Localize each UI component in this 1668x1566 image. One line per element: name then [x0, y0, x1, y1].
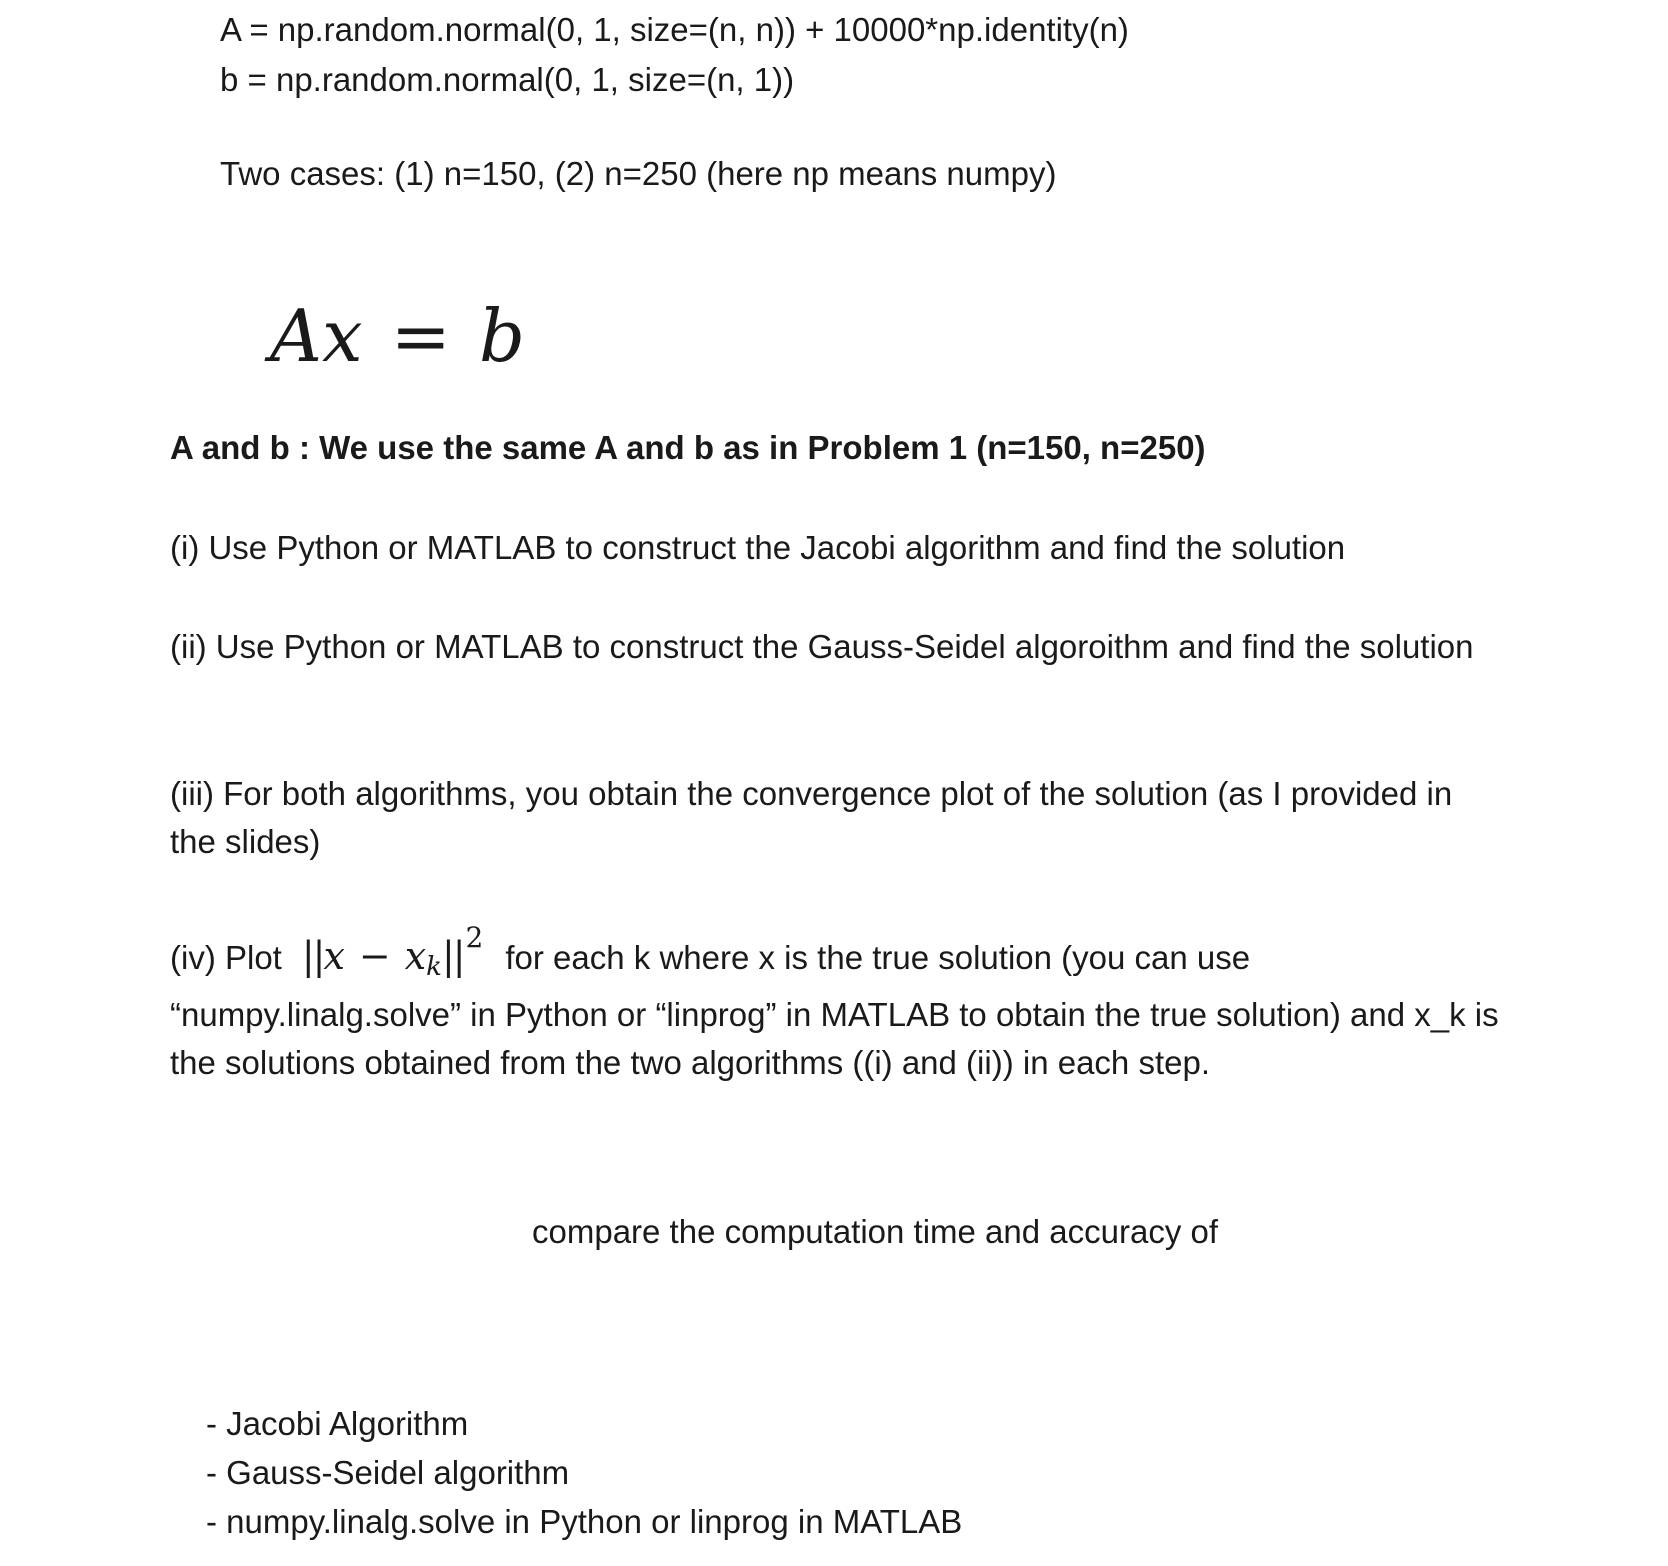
item-iv — [170, 914, 1545, 1087]
item-ii: (ii) Use Python or MATLAB to construct the Gauss-Seidel algoroithm and find the solution — [170, 628, 1474, 665]
equation-equals: = — [390, 294, 451, 378]
list-item: - Gauss-Seidel algorithm — [206, 1454, 570, 1491]
equation-rhs: b — [478, 294, 526, 378]
norm-bar-left: || — [301, 934, 324, 978]
item-iii: (iii) For both algorithms, you obtain the convergence plot of the solution (as I provided in the slides) — [170, 775, 1453, 860]
code-line-b: b = np.random.normal(0, 1, size=(n, 1)) — [220, 61, 795, 98]
cases-line: Two cases: (1) n=150, (2) n=250 (here np means numpy) — [220, 155, 1057, 192]
formula-subscript-k: k — [426, 952, 442, 982]
formula-minus: − — [358, 934, 391, 978]
formula-x: x — [323, 934, 345, 978]
item-iv-suffix: for each k where x is the true solution (you can use “numpy.linalg.solve” in Python or “linprog” in MATLAB to obtain the true solution) and x_k is the solutions obtained from the two algorithms ((i) and (ii)) in each step. — [170, 939, 1499, 1081]
norm-bar-right: || — [441, 934, 464, 978]
equation-lhs: Ax — [270, 294, 363, 378]
item-iv-prefix: (iv) Plot — [170, 939, 282, 976]
list-item: - numpy.linalg.solve in Python or linprog in MATLAB — [206, 1503, 963, 1540]
list-item: - Jacobi Algorithm — [206, 1405, 469, 1442]
formula-exponent: 2 — [465, 921, 484, 954]
problem-heading: A and b : We use the same A and b as in Problem 1 (n=150, n=250) — [170, 429, 1206, 466]
compare-line: compare the computation time and accuracy of — [532, 1213, 1219, 1250]
norm-formula — [302, 914, 484, 991]
item-i: (i) Use Python or MATLAB to construct the Jacobi algorithm and find the solution — [170, 529, 1346, 566]
main-equation — [270, 294, 526, 378]
code-line-a: A = np.random.normal(0, 1, size=(n, n)) + 10000*np.identity(n) — [220, 11, 1129, 48]
formula-xk: x — [404, 934, 427, 978]
